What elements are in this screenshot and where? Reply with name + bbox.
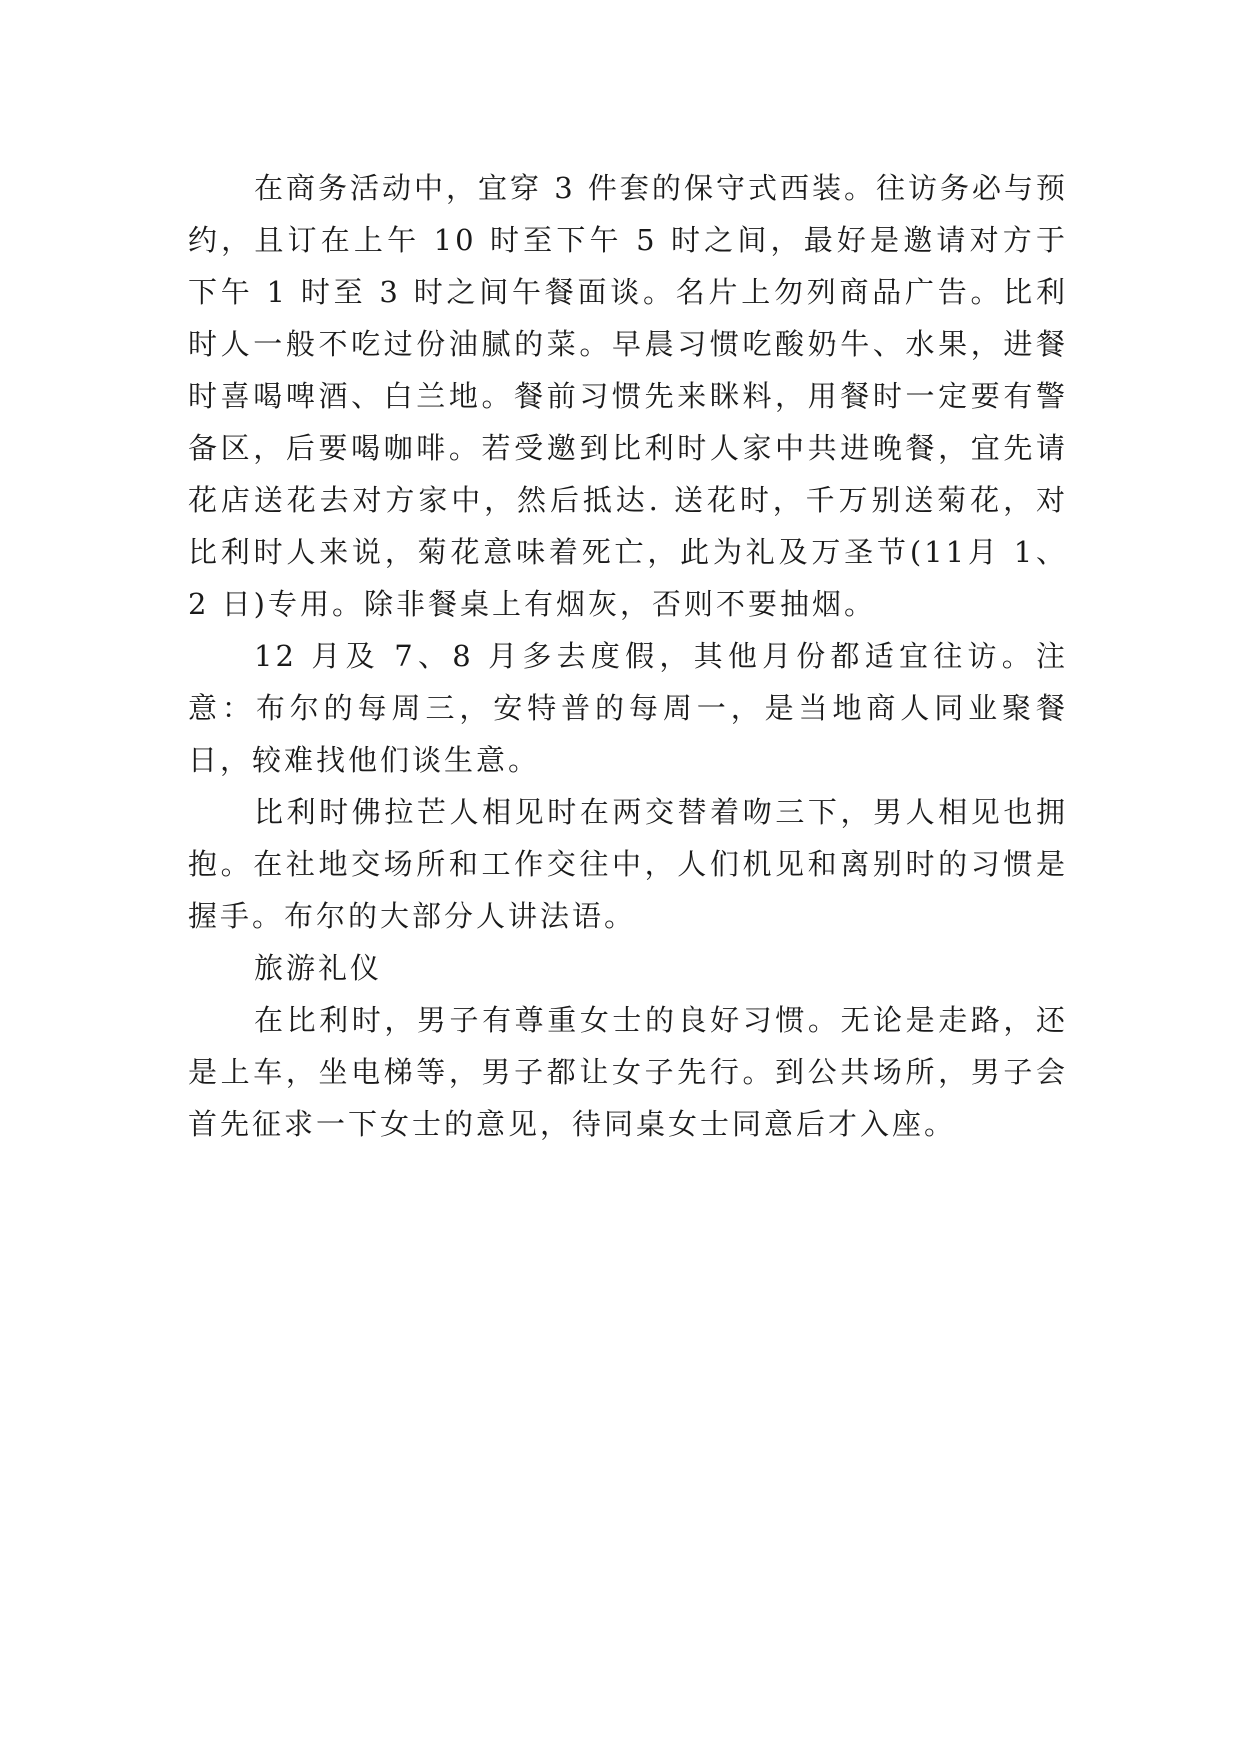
text-line: 月 1、2 日)专用。除非餐桌上有烟灰，否则不要抽烟。 [188,535,1068,621]
text-line: 子会首先征求一下女士的意见，待同桌女士同意后才入座。 [188,1055,1068,1141]
text-line: 拥抱。在社地交场所和工作交往中，人们机见和离别时的习 [188,795,1068,881]
section-heading-travel [188,942,1068,994]
paragraph-greetings [188,786,1068,942]
paragraph-business-attire [188,162,1068,630]
text-line: 利时人一般不吃过份油腻的菜。早晨习惯吃酸奶牛、水果， [188,275,1068,361]
text-line: 预约，且订在上午 10 时至下午 5 时之间，最好是邀请对方 [188,171,1068,257]
text-line: 12 月及 7、8 月多去度假，其他月份都适宜往访。注意： [188,639,1068,725]
document-body [188,162,1068,1150]
text-line: 在商务活动中，宜穿 3 件套的保守式西装。往访务必与 [254,171,1036,205]
text-line: 在比利时，男子有尊重女士的良好习惯。无论是走路， [254,1003,1036,1037]
text-line: 进餐时喜喝啤酒、白兰地。餐前习惯先来眯料，用餐时一定 [188,327,1068,413]
text-line: 惯是握手。布尔的大部分人讲法语。 [188,847,1068,933]
text-line: 比利时佛拉芒人相见时在两交替着吻三下，男人相见也 [254,795,1036,829]
paragraph-vacation-months [188,630,1068,786]
text-line: 要有警备区，后要喝咖啡。若受邀到比利时人家中共进晚餐， [188,379,1068,465]
text-line: 较难找他们谈生意。 [252,743,541,777]
paragraph-ladies-first [188,994,1068,1150]
text-line: 花，对比利时人来说，菊花意味着死亡，此为礼及万圣节(11 [188,483,1068,569]
text-line: 于下午 1 时至 3 时之间午餐面谈。名片上勿列商品广告。比 [188,223,1068,309]
heading-text: 旅游礼仪 [254,951,383,985]
text-line: 宜先请花店送花去对方家中，然后抵达. 送花时，千万别送菊 [188,431,1068,517]
text-line: 还是上车，坐电梯等，男子都让女子先行。到公共场所，男 [188,1003,1068,1089]
text-line: 布尔的每周三，安特普的每周一，是当地商人同业聚餐日， [188,691,1068,777]
